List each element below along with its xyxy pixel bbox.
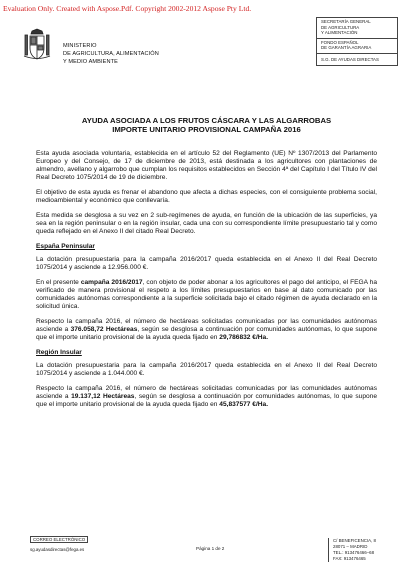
text-run: , con objeto de poder abonar a los agricultores el pago del anticipo, el FEGA ha verificado de manera provisional el respeto a los límites presupuestarios en base al dato comunicado por las comunidades autónomas correspondiente a la superficie solicitada bajo el citado régimen de ayuda declarado en la solicitud única. (36, 279, 378, 310)
secretaria-line: DE AGRICULTURA (321, 24, 360, 30)
email-address[interactable]: sg.ayudasdirectas@fega.es (30, 547, 85, 552)
page-number: Página 1 de 2 (196, 546, 225, 551)
coat-of-arms-icon (22, 28, 52, 62)
title-line: IMPORTE UNITARIO PROVISIONAL CAMPAÑA 2016 (112, 125, 301, 134)
fondo-line: DE GARANTÍA AGRARIA (321, 45, 372, 51)
bold-text: 45,837577 €/Ha. (219, 401, 269, 408)
paragraph-insular-budget: La dotación presupuestaria para la campaña 2016/2017 queda establecida en el Anexo II del Real Decreto 1075/2014 y asciende a 1.044.000 €. (36, 362, 377, 377)
address-line: FAX: 913476465 (333, 556, 366, 561)
fondo-cell (316, 39, 398, 54)
ministry-name (63, 43, 159, 66)
section-heading-peninsular: España Peninsular (36, 243, 95, 250)
evaluation-watermark: Evaluation Only. Created with Aspose.Pdf. Copyright 2002-2012 Aspose Pty Ltd. (3, 4, 252, 13)
ministry-line: DE AGRICULTURA, ALIMENTACIÓN (63, 50, 159, 57)
document-body (36, 150, 377, 416)
paragraph-peninsular-budget: La dotación presupuestaria para la campaña 2016/2017 queda establecida en el Anexo II del Real Decreto 1075/2014 y asciende a 12.956.000 €. (36, 256, 377, 271)
secretaria-cell (316, 17, 398, 39)
department-box (316, 17, 398, 66)
email-label: CORREO ELECTRÓNICO (30, 536, 88, 543)
text-run: Respecto la campaña 2016, el número de hectáreas solicitadas comunicadas por las comunidades autónomas asciende a (36, 385, 377, 400)
bold-text: 19.137,12 Hectáreas (71, 393, 135, 400)
paragraph-peninsular-hectares (36, 318, 377, 342)
ministry-line: Y MEDIO AMBIENTE (63, 58, 118, 65)
document-title (36, 116, 377, 134)
sg-cell (316, 54, 398, 66)
text-run: Respecto la campaña 2016, el número de hectáreas solicitadas comunicadas por las comunidades autónomas asciende a (36, 318, 377, 333)
bold-text: 29,786832 €/Ha. (219, 334, 269, 341)
footer-email-block (30, 536, 88, 552)
ministry-line: MINISTERIO (63, 43, 97, 49)
paragraph-intro: Esta ayuda asociada voluntaria, establecida en el artículo 52 del Reglamento (UE) Nº 1307/2013 del Parlamento Europeo y del Consejo, de 17 de diciembre de 2013, está destinada a los agricultores con plantaciones de almendro, avellano y algarrobo que cumplan los requisitos establecidos en Sección 4ª del Capítulo I del Título IV del Real Decreto 1075/2014 de 19 de diciembre. (36, 150, 377, 181)
text-run: En el presente (36, 279, 81, 286)
address-line: C/ BENEFICENCIA, 8 (333, 538, 376, 543)
text-run: , según se desglosa a continuación por comunidades autónomas, lo que supone que el importe unitario provisional de la ayuda queda fijado en (36, 326, 378, 341)
paragraph-peninsular-campaign (36, 279, 377, 311)
text-run: , según se desglosa a continuación por comunidades autónomas, lo que supone que el importe unitario provisional de la ayuda queda fijado en (36, 393, 377, 408)
paragraph-objective: El objetivo de esta ayuda es frenar el abandono que afecta a dichas especies, con el consiguiente problema social, medioambiental y económico que conllevaría. (36, 189, 377, 204)
fondo-line: FONDO ESPAÑOL (321, 39, 359, 45)
bold-text: 376.058,72 Hectáreas (70, 326, 138, 333)
secretaria-line: Y ALIMENTACIÓN (321, 30, 358, 36)
postal-address (328, 538, 376, 562)
paragraph-insular-hectares (36, 385, 377, 409)
sg-line: S.G. DE AYUDAS DIRECTAS (321, 56, 379, 62)
paragraph-subregimes: Esta medida se desglosa a su vez en 2 sub-regímenes de ayuda, en función de la ubicación de las superficies, ya sea en la región peninsular o en la región insular, cada una con su correspondiente límite presupuestario tal y como queda reflejado en el Anexo II del citado Real Decreto. (36, 212, 377, 235)
title-line: AYUDA ASOCIADA A LOS FRUTOS CÁSCARA Y LAS ALGARROBAS (81, 116, 332, 125)
address-line: TEL.: 913476466–68 (333, 550, 375, 555)
address-line: 28071 – MADRID (333, 544, 368, 549)
bold-text: campaña 2016/2017 (80, 279, 143, 286)
secretaria-line: SECRETARÍA GENERAL (321, 19, 371, 24)
section-heading-insular: Región Insular (36, 349, 82, 356)
